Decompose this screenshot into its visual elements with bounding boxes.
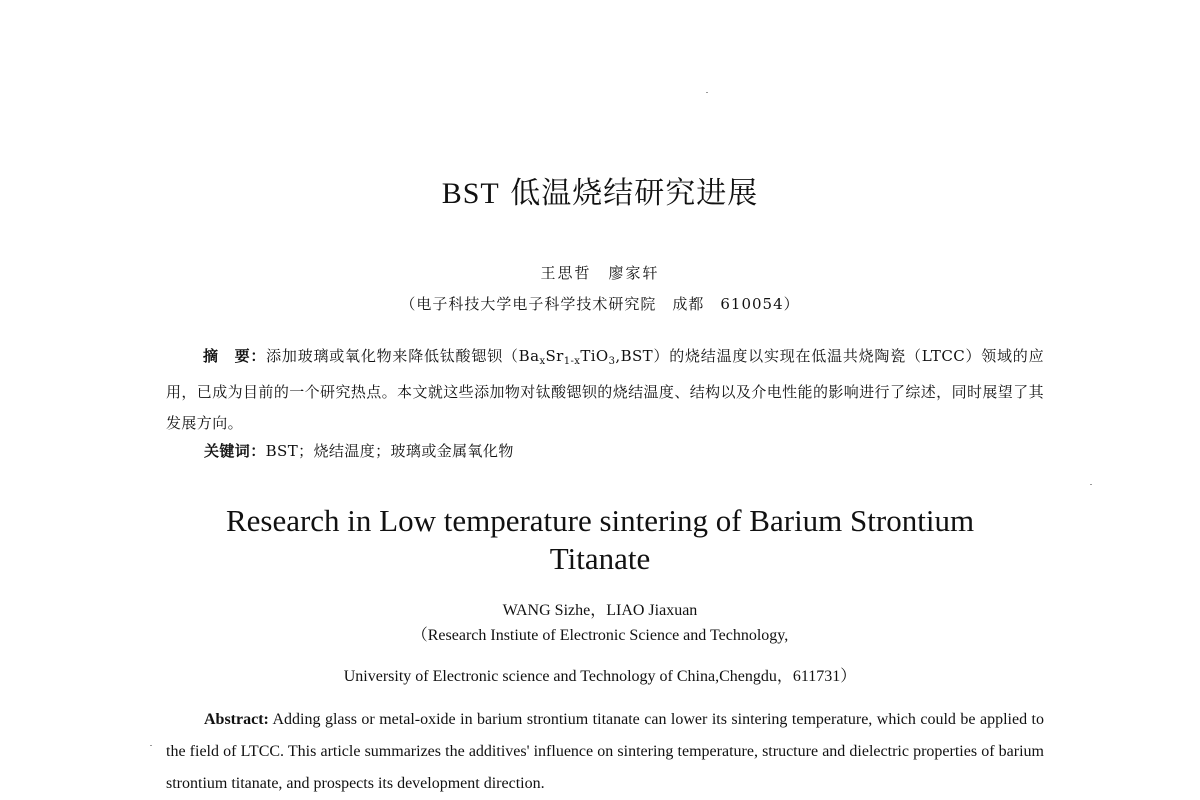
formula-sr: Sr bbox=[545, 347, 564, 365]
formula-sub-1-x: 1-x bbox=[563, 356, 581, 367]
formula-sub-3: 3 bbox=[608, 356, 616, 367]
english-title: Research in Low temperature sintering of Barium Strontium Titanate bbox=[225, 503, 975, 576]
chinese-title bbox=[0, 168, 1200, 212]
chinese-authors: 王思哲 廖家轩 bbox=[540, 264, 660, 282]
chinese-keywords-text: BST；烧结温度；玻璃或金属氧化物 bbox=[265, 442, 514, 460]
chinese-keywords-label: 关键词： bbox=[204, 442, 266, 460]
formula-sub-x: x bbox=[539, 356, 546, 367]
english-abstract-label: Abstract: bbox=[204, 711, 269, 728]
formula-tio: TiO bbox=[580, 347, 609, 365]
english-affiliation-line-2: University of Electronic science and Technology of China,Chengdu，611731） bbox=[343, 668, 857, 685]
chinese-title-latin: BST bbox=[441, 177, 500, 210]
scan-speck bbox=[706, 92, 708, 93]
chinese-abstract-label: 摘 要： bbox=[203, 347, 267, 365]
chinese-abstract bbox=[166, 341, 1044, 439]
scan-speck bbox=[150, 745, 152, 746]
chinese-abstract-text-2: ）的烧结温度以实现在低温共烧陶瓷（LTCC）领域的应用，已成为目前的一个研究热点。本文就这些添加物对钛酸锶钡的烧结温度、结构以及介电性能的影响进行了综述，同时展望了其发展方向。 bbox=[166, 347, 1044, 432]
chinese-title-rest: 低温烧结研究进展 bbox=[499, 176, 759, 211]
english-affiliation-line-1: （Research Instiute of Electronic Science and Technology, bbox=[411, 627, 789, 644]
english-authors: WANG Sizhe，LIAO Jiaxuan bbox=[502, 602, 698, 619]
chinese-keywords bbox=[204, 440, 1044, 461]
chinese-abstract-text-1: 添加玻璃或氧化物来降低钛酸锶钡（Ba bbox=[266, 347, 540, 365]
english-abstract-text: Adding glass or metal-oxide in barium strontium titanate can lower its sintering temperature, which could be applied to the field of LTCC. This article summarizes the additives' influence on sintering temperature, structure and dielectric properties of barium strontium titanate, and prospects its development direction. bbox=[166, 711, 1044, 792]
scan-speck bbox=[1090, 484, 1092, 485]
chinese-affiliation: （电子科技大学电子科学技术研究院 成都 610054） bbox=[400, 295, 800, 313]
formula-tail: ,BST bbox=[615, 347, 654, 365]
english-abstract bbox=[166, 704, 1044, 800]
